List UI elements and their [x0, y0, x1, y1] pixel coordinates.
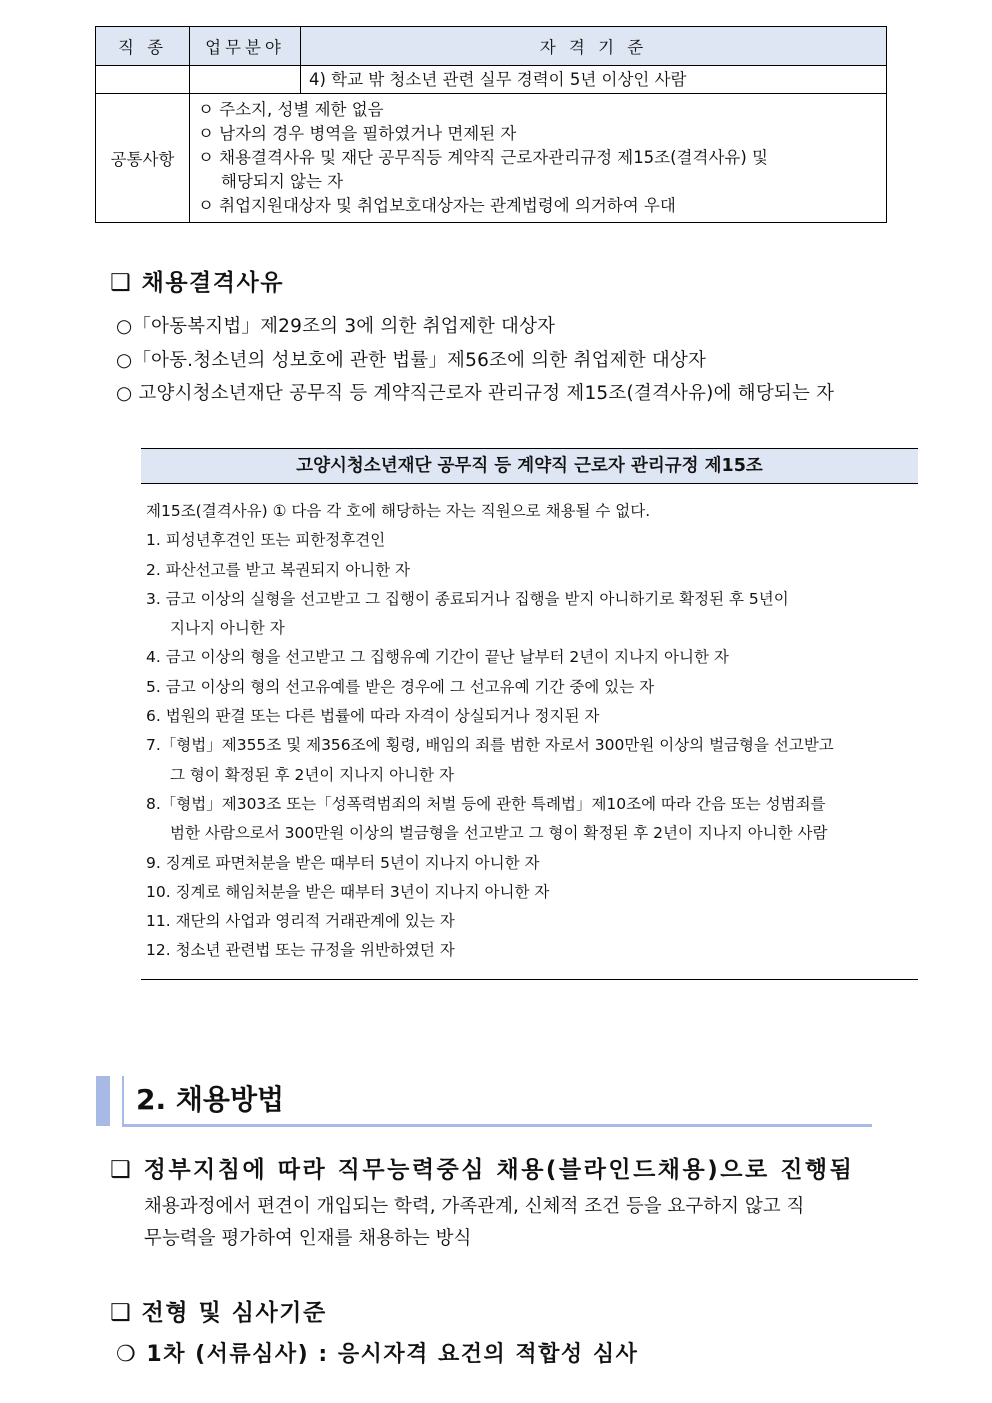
common-label: 공통사항: [96, 94, 190, 223]
table-row-common: [96, 94, 887, 223]
disqualification-heading: ❑ 채용결격사유: [110, 270, 284, 296]
section-accent-line: [122, 1076, 124, 1126]
common-content: [190, 94, 887, 223]
regulation-line: 범한 사람으로서 300만원 이상의 벌금형을 선고받고 그 형이 확정된 후 2년이 지나지 아니한 사람: [170, 824, 828, 843]
header-job: 직 종: [96, 27, 190, 66]
disqualification-item: ○ 고양시청소년재단 공무직 등 계약직근로자 관리규정 제15조(결격사유)에 해당되는 자: [116, 383, 835, 404]
regulation-line: 제15조(결격사유) ① 다음 각 호에 해당하는 자는 직원으로 채용될 수 없다.: [146, 502, 651, 520]
regulation-line: 그 형이 확정된 후 2년이 지나지 아니한 자: [170, 765, 454, 784]
common-line: ㅇ 채용결격사유 및 재단 공무직등 계약직 근로자관리규정 제15조(결격사유) 및: [198, 148, 768, 167]
regulation-line: 12. 청소년 관련법 또는 규정을 위반하였던 자: [146, 941, 455, 960]
table-row: [96, 66, 887, 94]
regulation-line: 5. 금고 이상의 형의 선고유예를 받은 경우에 그 선고유예 기간 중에 있는 자: [146, 677, 655, 696]
common-line: 해당되지 않는 자: [221, 172, 344, 191]
regulation-bottom-rule: [141, 979, 918, 980]
regulation-line: 1. 피성년후견인 또는 피한정후견인: [146, 531, 386, 550]
cell-criteria: 4) 학교 밖 청소년 관련 실무 경력이 5년 이상인 사람: [301, 66, 887, 94]
regulation-title: 고양시청소년재단 공무직 등 계약직 근로자 관리규정 제15조: [141, 448, 918, 484]
header-field: 업무분야: [190, 27, 301, 66]
common-line: ㅇ 취업지원대상자 및 취업보호대상자는 관계법령에 의거하여 우대: [198, 196, 676, 215]
table-header-row: [96, 27, 887, 66]
header-criteria: 자 격 기 준: [301, 27, 887, 66]
blind-hiring-desc: 채용과정에서 편견이 개입되는 학력, 가족관계, 신체적 조건 등을 요구하지 않고 직: [144, 1196, 805, 1217]
regulation-line: 10. 징계로 해임처분을 받은 때부터 3년이 지나지 아니한 자: [146, 882, 550, 901]
regulation-line: 9. 징계로 파면처분을 받은 때부터 5년이 지나지 아니한 자: [146, 853, 540, 872]
regulation-line: 8.「형법」제303조 또는「성폭력범죄의 처벌 등에 관한 특례법」제10조에 따라 간음 또는 성범죄를: [146, 794, 826, 813]
regulation-line: 지나지 아니한 자: [170, 619, 285, 638]
section-title: 2. 채용방법: [136, 1083, 285, 1116]
disqualification-item: ○「아동복지법」제29조의 3에 의한 취업제한 대상자: [116, 316, 556, 337]
cell-job: [96, 66, 190, 94]
blind-hiring-desc: 무능력을 평가하여 인재를 채용하는 방식: [144, 1228, 472, 1249]
common-line: ㅇ 주소지, 성별 제한 없음: [198, 100, 384, 119]
regulation-line: 2. 파산선고를 받고 복권되지 아니한 자: [146, 560, 411, 579]
blind-hiring-heading: ❑ 정부지침에 따라 직무능력중심 채용(블라인드채용)으로 진행됨: [110, 1157, 855, 1183]
regulation-line: 11. 재단의 사업과 영리적 거래관계에 있는 자: [146, 912, 455, 931]
regulation-line: 6. 법원의 판결 또는 다른 법률에 따라 자격이 상실되거나 정지된 자: [146, 707, 600, 726]
disqualification-item: ○「아동.청소년의 성보호에 관한 법률」제56조에 의한 취업제한 대상자: [116, 350, 707, 371]
regulation-list: [146, 497, 916, 966]
regulation-line: 7.「형법」제355조 및 제356조에 횡령, 배임의 죄를 범한 자로서 300만원 이상의 벌금형을 선고받고: [146, 736, 834, 755]
section-accent-bar: [96, 1076, 110, 1126]
cell-field: [190, 66, 301, 94]
qualification-table: [95, 26, 887, 223]
section-underline: [122, 1124, 872, 1127]
regulation-line: 3. 금고 이상의 실형을 선고받고 그 집행이 종료되거나 집행을 받지 아니하기로 확정된 후 5년이: [146, 589, 789, 608]
screening-heading: ❑ 전형 및 심사기준: [110, 1300, 327, 1326]
regulation-line: 4. 금고 이상의 형을 선고받고 그 집행유예 기간이 끝난 날부터 2년이 지나지 아니한 자: [146, 648, 729, 667]
common-line: ㅇ 남자의 경우 병역을 필하였거나 면제된 자: [198, 124, 517, 143]
screening-first-stage: ❍ 1차 (서류심사) : 응시자격 요건의 적합성 심사: [116, 1342, 639, 1367]
